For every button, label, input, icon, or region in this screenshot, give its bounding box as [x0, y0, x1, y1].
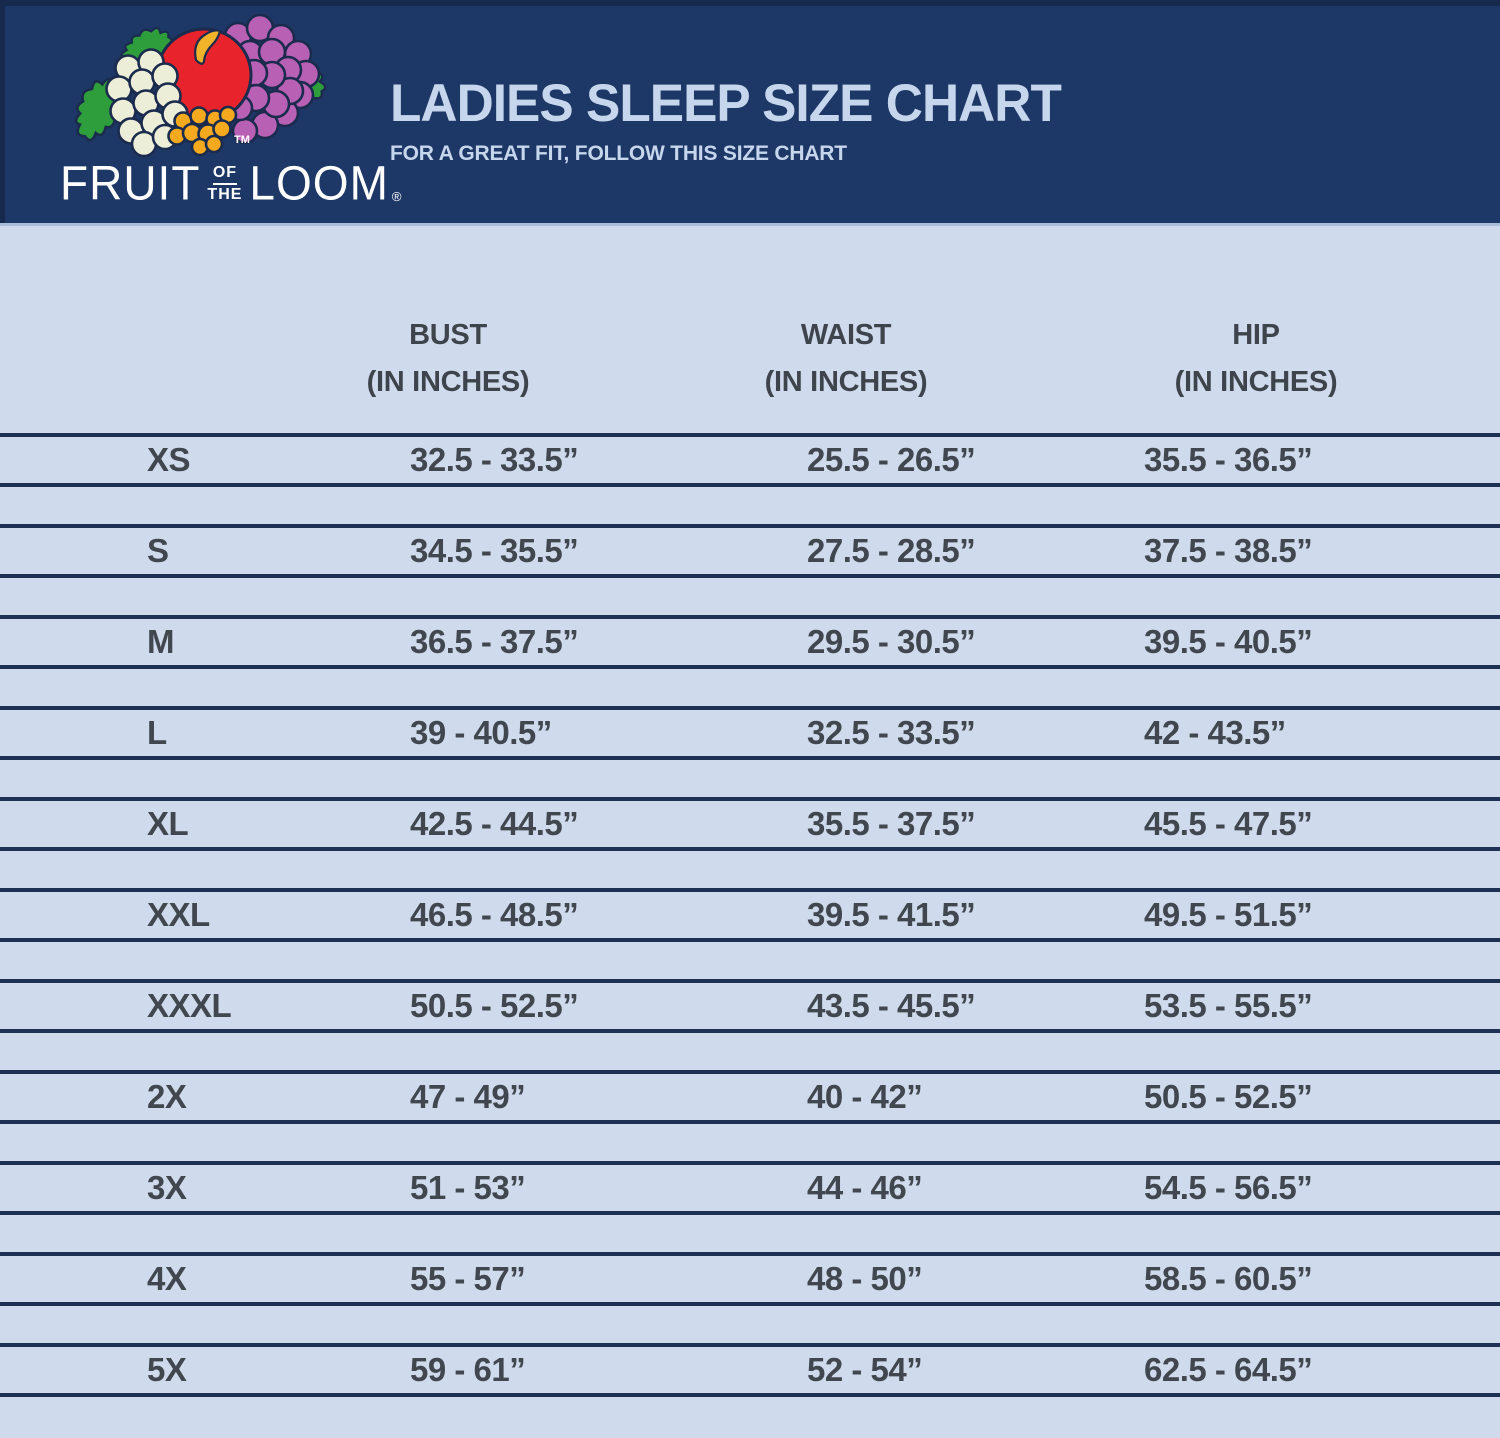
- waist-value: 27.5 - 28.5”: [807, 532, 976, 569]
- waist-value: 43.5 - 45.5”: [807, 987, 976, 1024]
- hip-value: 58.5 - 60.5”: [1144, 1260, 1313, 1297]
- page-title: LADIES SLEEP SIZE CHART: [390, 74, 1061, 133]
- brand-banner: [0, 0, 1500, 226]
- bust-value: 39 - 40.5”: [410, 714, 552, 751]
- bust-value: 50.5 - 52.5”: [410, 987, 579, 1024]
- bust-header-line1: BUST: [409, 319, 487, 351]
- banner-titles: [390, 76, 1082, 166]
- bust-header-line2: (IN INCHES): [366, 366, 530, 398]
- hip-value: 39.5 - 40.5”: [1144, 623, 1313, 660]
- hip-value: 50.5 - 52.5”: [1144, 1078, 1313, 1115]
- hip-value: 54.5 - 56.5”: [1144, 1169, 1313, 1206]
- waist-value: 39.5 - 41.5”: [807, 896, 976, 933]
- bust-value: 55 - 57”: [410, 1260, 526, 1297]
- table-row: [0, 1161, 1500, 1215]
- hip-header-line2: (IN INCHES): [1174, 366, 1338, 398]
- wordmark-loom: LOOM: [249, 155, 389, 211]
- wordmark-of-the: [207, 163, 242, 203]
- registered-mark: ®: [391, 189, 402, 204]
- waist-column-header: [696, 312, 996, 406]
- wordmark-the: THE: [207, 186, 243, 203]
- size-label: 4X: [147, 1260, 187, 1297]
- table-row: [0, 706, 1500, 760]
- size-label: M: [147, 623, 174, 660]
- waist-value: 40 - 42”: [807, 1078, 923, 1115]
- hip-value: 37.5 - 38.5”: [1144, 532, 1313, 569]
- size-label: 5X: [147, 1351, 187, 1388]
- table-row: [0, 888, 1500, 942]
- table-row: [0, 615, 1500, 669]
- hip-value: 62.5 - 64.5”: [1144, 1351, 1313, 1388]
- table-row: [0, 433, 1500, 487]
- size-table-body: [0, 433, 1500, 1397]
- wordmark-of: OF: [213, 165, 237, 185]
- logo-trademark-text: TM: [234, 134, 250, 146]
- bust-value: 51 - 53”: [410, 1169, 526, 1206]
- hip-column-header: [1106, 312, 1406, 406]
- waist-value: 32.5 - 33.5”: [807, 714, 976, 751]
- size-label: XXXL: [147, 987, 232, 1024]
- brand-wordmark: [60, 155, 402, 211]
- page-subtitle: FOR A GREAT FIT, FOLLOW THIS SIZE CHART: [390, 141, 847, 165]
- size-label: XXL: [147, 896, 210, 933]
- bust-value: 36.5 - 37.5”: [410, 623, 579, 660]
- size-label: L: [147, 714, 167, 751]
- fruit-of-the-loom-logo: [62, 8, 334, 160]
- bust-value: 46.5 - 48.5”: [410, 896, 579, 933]
- size-label: 2X: [147, 1078, 187, 1115]
- bust-value: 42.5 - 44.5”: [410, 805, 579, 842]
- size-label: S: [147, 532, 169, 569]
- bust-value: 47 - 49”: [410, 1078, 526, 1115]
- waist-value: 29.5 - 30.5”: [807, 623, 976, 660]
- waist-value: 48 - 50”: [807, 1260, 923, 1297]
- table-row: [0, 1070, 1500, 1124]
- hip-header-line1: HIP: [1232, 319, 1280, 351]
- logo-currants-icon: [169, 107, 237, 155]
- table-row: [0, 524, 1500, 578]
- table-row: [0, 1252, 1500, 1306]
- hip-value: 42 - 43.5”: [1144, 714, 1286, 751]
- table-row: [0, 1343, 1500, 1397]
- hip-value: 35.5 - 36.5”: [1144, 441, 1313, 478]
- size-label: 3X: [147, 1169, 187, 1206]
- hip-value: 53.5 - 55.5”: [1144, 987, 1313, 1024]
- waist-value: 35.5 - 37.5”: [807, 805, 976, 842]
- hip-value: 45.5 - 47.5”: [1144, 805, 1313, 842]
- table-row: [0, 797, 1500, 851]
- waist-value: 25.5 - 26.5”: [807, 441, 976, 478]
- waist-value: 44 - 46”: [807, 1169, 923, 1206]
- wordmark-fruit: FRUIT: [60, 155, 201, 211]
- table-row: [0, 979, 1500, 1033]
- size-label: XL: [147, 805, 189, 842]
- bust-column-header: [298, 312, 598, 406]
- waist-header-line1: WAIST: [800, 319, 892, 351]
- bust-value: 32.5 - 33.5”: [410, 441, 579, 478]
- size-label: XS: [147, 441, 191, 478]
- bust-value: 59 - 61”: [410, 1351, 526, 1388]
- hip-value: 49.5 - 51.5”: [1144, 896, 1313, 933]
- waist-header-line2: (IN INCHES): [764, 366, 928, 398]
- waist-value: 52 - 54”: [807, 1351, 923, 1388]
- bust-value: 34.5 - 35.5”: [410, 532, 579, 569]
- table-header-row: [0, 226, 1500, 433]
